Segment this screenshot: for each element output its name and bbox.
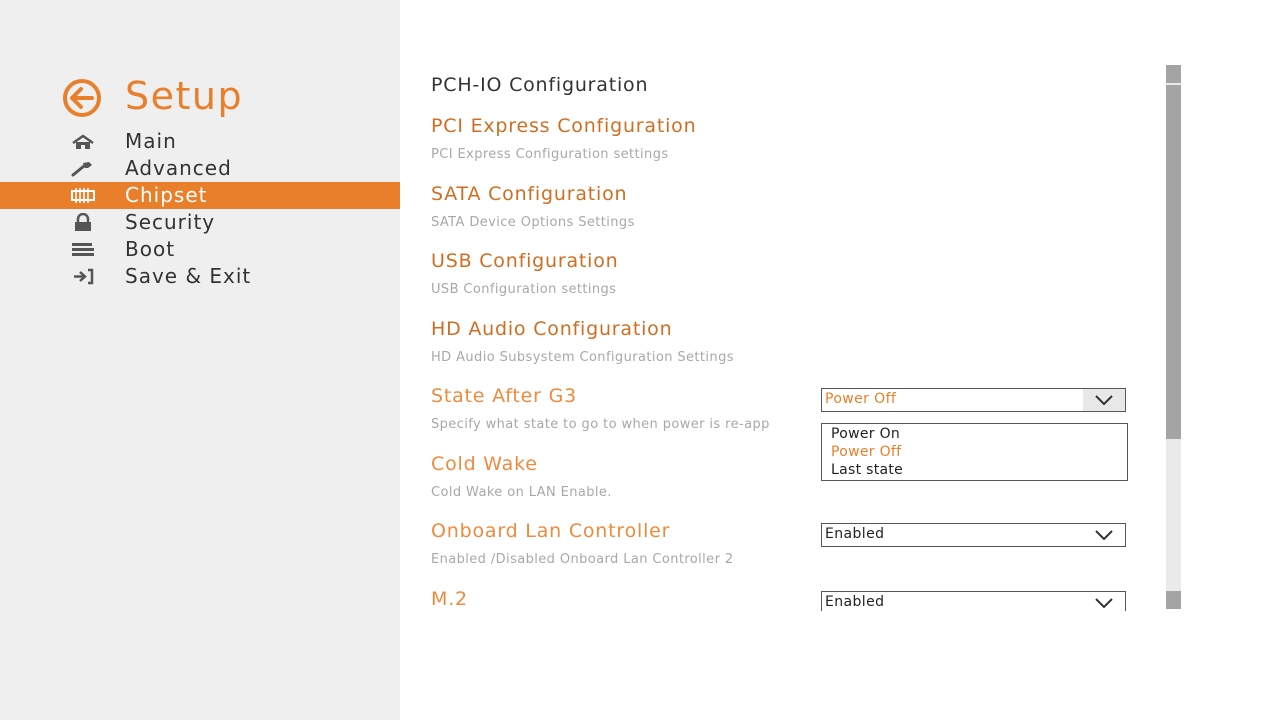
- main-content: [400, 0, 1280, 720]
- state-after-g3-label: State After G3: [431, 385, 578, 407]
- onboard-lan-description: Enabled /Disabled Onboard Lan Controller 2: [431, 552, 734, 567]
- m2-label: M.2: [431, 588, 468, 610]
- scrollbar[interactable]: [1166, 65, 1181, 609]
- dropdown-option-power-on[interactable]: Power On: [831, 426, 901, 442]
- sidebar-item-advanced[interactable]: [0, 155, 400, 182]
- hd-audio-config-link[interactable]: HD Audio Configuration: [431, 318, 673, 340]
- dropdown-option-last-state[interactable]: Last state: [831, 462, 904, 478]
- pci-express-config-description: PCI Express Configuration settings: [431, 147, 669, 162]
- onboard-lan-label: Onboard Lan Controller: [431, 520, 671, 542]
- exit-icon: [70, 267, 96, 286]
- chip-icon: [70, 186, 96, 205]
- wrench-icon: [70, 159, 96, 178]
- scroll-down-button[interactable]: [1166, 591, 1181, 609]
- state-after-g3-dropdown: [821, 423, 1128, 481]
- cold-wake-description: Cold Wake on LAN Enable.: [431, 485, 612, 500]
- select-arrow-box[interactable]: [1083, 592, 1125, 611]
- back-arrow-circle-icon[interactable]: [55, 78, 109, 118]
- m2-select[interactable]: [821, 591, 1126, 611]
- usb-config-link[interactable]: USB Configuration: [431, 250, 619, 272]
- sidebar-item-label: Advanced: [125, 156, 232, 180]
- select-value: Power Off: [825, 391, 897, 407]
- select-arrow-box[interactable]: [1083, 524, 1125, 546]
- sidebar-item-label: Main: [125, 129, 177, 153]
- select-value: Enabled: [825, 594, 885, 610]
- chevron-down-icon: [1095, 529, 1113, 541]
- sidebar-item-label: Boot: [125, 237, 176, 261]
- setup-title: Setup: [125, 74, 244, 118]
- sidebar-item-chipset[interactable]: [0, 182, 400, 209]
- sidebar-item-security[interactable]: [0, 209, 400, 236]
- chevron-down-icon: [1095, 394, 1113, 406]
- select-arrow-box[interactable]: [1083, 389, 1125, 411]
- scroll-up-button[interactable]: [1166, 65, 1181, 83]
- lock-icon: [70, 213, 96, 232]
- sidebar-item-label: Security: [125, 210, 216, 234]
- state-after-g3-select[interactable]: [821, 388, 1126, 412]
- drive-icon: [70, 240, 96, 259]
- cold-wake-label: Cold Wake: [431, 453, 538, 475]
- sidebar: [0, 0, 400, 720]
- select-value: Enabled: [825, 526, 885, 542]
- sata-config-description: SATA Device Options Settings: [431, 215, 635, 230]
- sidebar-item-main[interactable]: [0, 128, 400, 155]
- dropdown-option-power-off[interactable]: Power Off: [831, 444, 902, 460]
- sidebar-item-label: Save & Exit: [125, 264, 252, 288]
- sidebar-item-label: Chipset: [125, 183, 208, 207]
- sata-config-link[interactable]: SATA Configuration: [431, 183, 628, 205]
- sidebar-item-boot[interactable]: [0, 236, 400, 263]
- scrollbar-thumb[interactable]: [1166, 85, 1181, 439]
- sidebar-item-save-exit[interactable]: [0, 263, 400, 290]
- page-title: PCH-IO Configuration: [431, 74, 649, 96]
- state-after-g3-description: Specify what state to go to when power is re-app: [431, 417, 770, 432]
- sidebar-nav: [0, 128, 400, 290]
- home-icon: [70, 132, 96, 151]
- hd-audio-config-description: HD Audio Subsystem Configuration Settings: [431, 350, 734, 365]
- pci-express-config-link[interactable]: PCI Express Configuration: [431, 115, 697, 137]
- onboard-lan-select[interactable]: [821, 523, 1126, 547]
- chevron-down-icon: [1095, 597, 1113, 609]
- usb-config-description: USB Configuration settings: [431, 282, 617, 297]
